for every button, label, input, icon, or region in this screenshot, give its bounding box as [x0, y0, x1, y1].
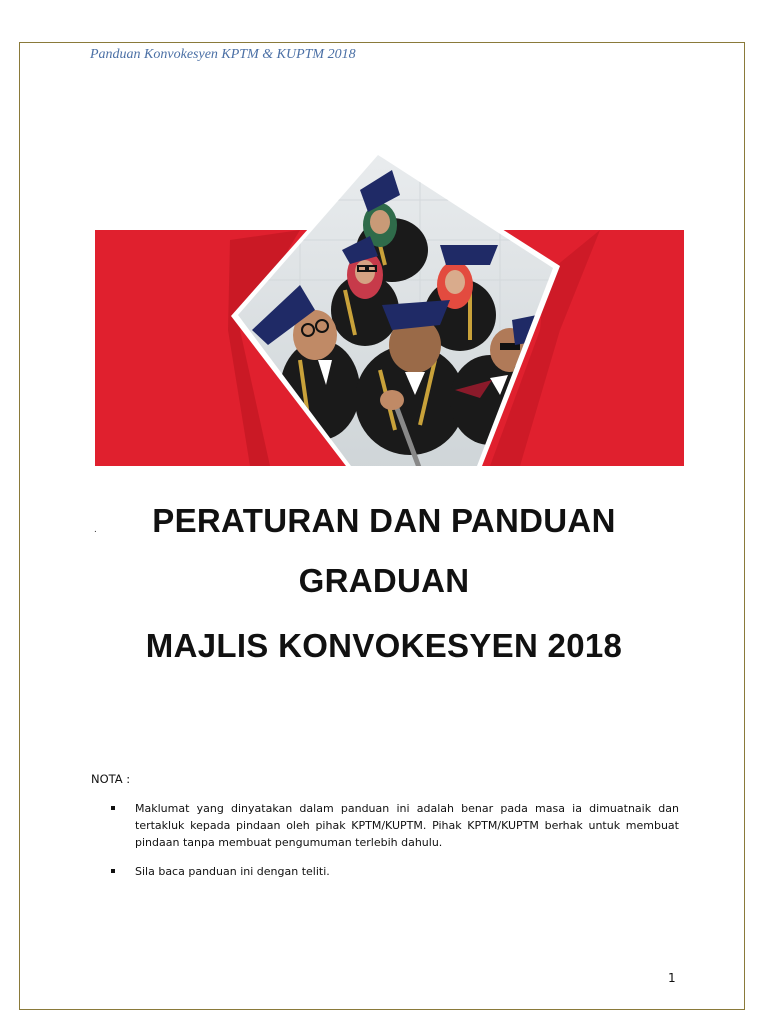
- title-line-2: GRADUAN: [298, 562, 470, 599]
- title-line-1: PERATURAN DAN PANDUAN: [152, 502, 616, 539]
- title-line-3: MAJLIS KONVOKESYEN 2018: [145, 627, 623, 664]
- nota-list: [111, 800, 679, 892]
- page-number: 1: [668, 971, 676, 985]
- nota-item-text: Sila baca panduan ini dengan teliti.: [135, 865, 330, 878]
- nota-item: [111, 800, 679, 851]
- running-header: Panduan Konvokesyen KPTM & KUPTM 2018: [90, 47, 356, 62]
- nota-item: [111, 863, 679, 880]
- nota-item-text: Maklumat yang dinyatakan dalam panduan ini adalah benar pada masa ia dimuatnaik dan tertakluk kepada pindaan oleh pihak KPTM/KUPTM. Pihak KPTM/KUPTM berhak untuk membuat pindaan tanpa membuat pengumuman terlebih dahulu.: [135, 802, 679, 849]
- bullet-icon: [111, 806, 115, 810]
- bullet-icon: [111, 869, 115, 873]
- cover-banner: [0, 0, 768, 480]
- stray-dot: .: [94, 524, 97, 535]
- nota-label: NOTA :: [91, 772, 131, 786]
